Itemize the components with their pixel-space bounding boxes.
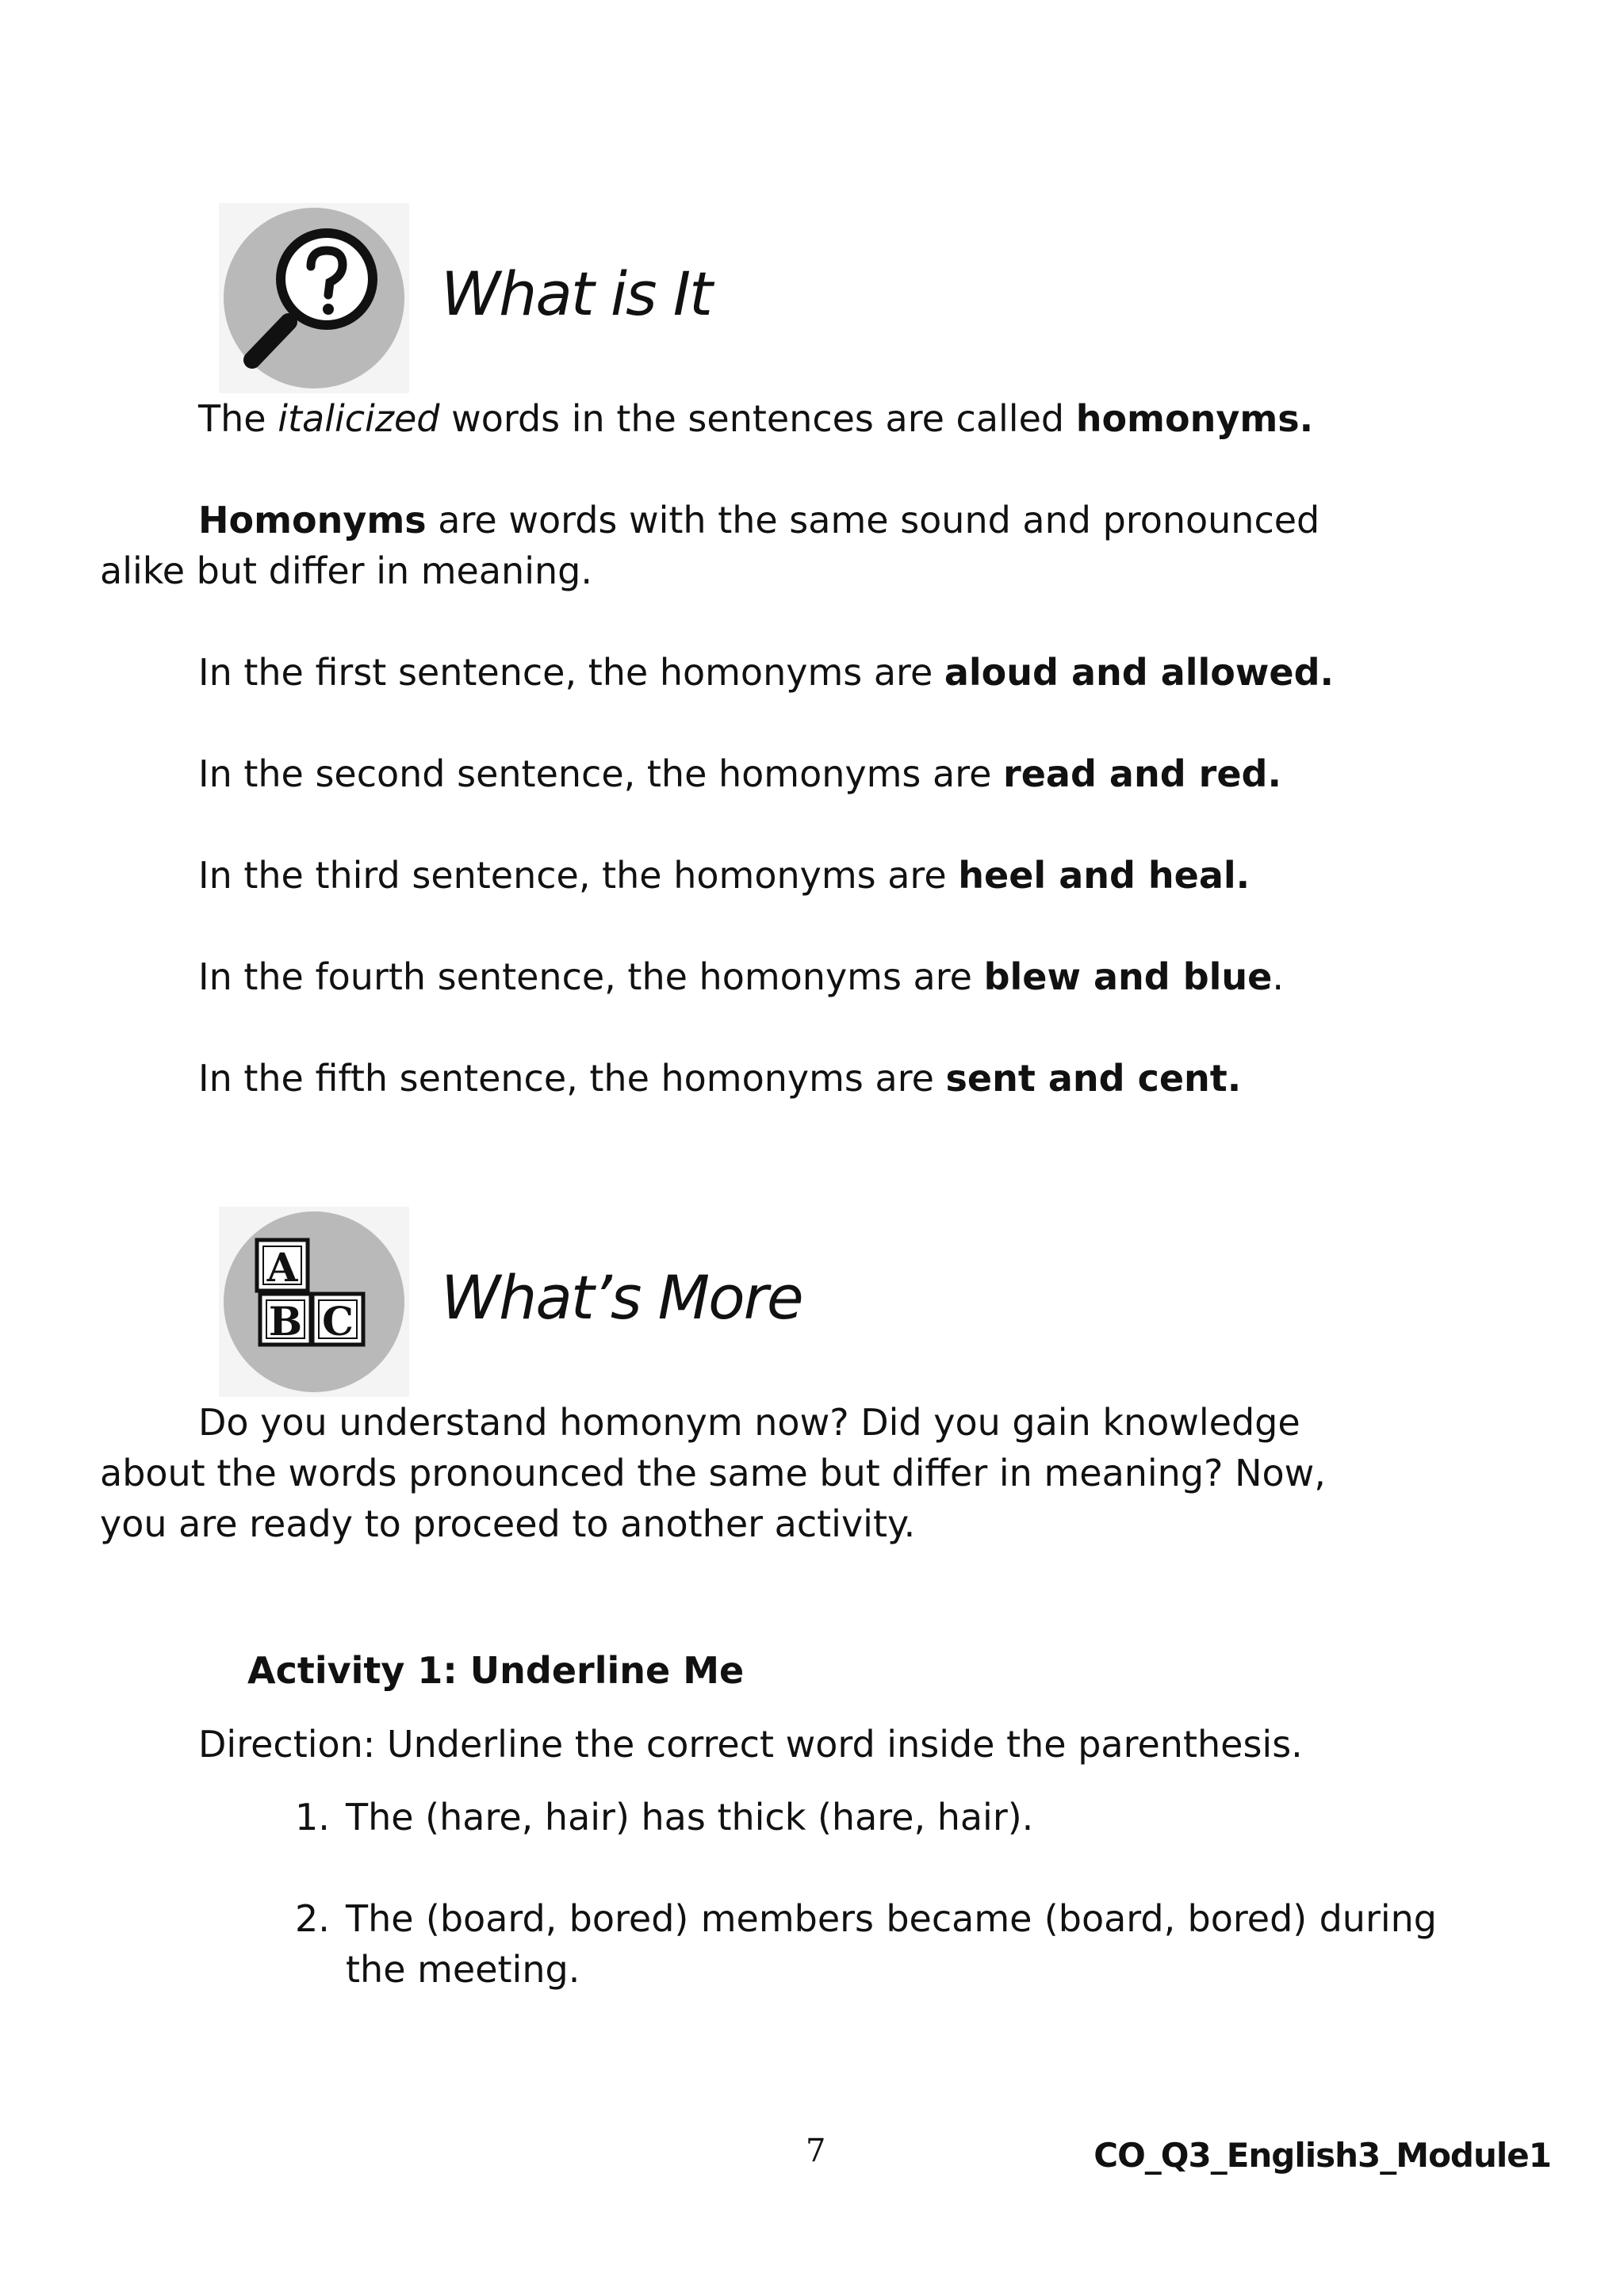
list-number: 2. (295, 1897, 330, 1940)
magnifier-question-icon (219, 203, 409, 393)
list-item-1 (295, 1792, 1437, 1843)
sentence-3: In the third sentence, the homonyms are heel and heal. (198, 854, 1251, 897)
list-number: 1. (295, 1796, 330, 1839)
section-title-what-is-it: What is It (441, 258, 711, 329)
block-letter-a: A (266, 1244, 298, 1291)
block-letter-c: C (322, 1298, 354, 1345)
module-code: CO_Q3_English3_Module1 (1094, 2136, 1551, 2175)
abc-blocks-icon (219, 1207, 409, 1397)
page-number: 7 (806, 2133, 826, 2169)
sentence-2: In the second sentence, the homonyms are read and red. (198, 752, 1281, 795)
paragraph-italicized-words: The italicized words in the sentences are called homonyms. (198, 397, 1314, 440)
section-title-whats-more: What’s More (441, 1262, 802, 1333)
list-item-text: The (hare, hair) has thick (hare, hair). (346, 1796, 1034, 1839)
whats-more-intro: Do you understand homonym now? Did you gain knowledge about the words pronounced the same but differ in meaning? Now, you are ready to proceed to another activity. (100, 1401, 1326, 1545)
activity-title: Activity 1: Underline Me (247, 1649, 745, 1692)
list-item-text: The (board, bored) members became (board, bored) during the meeting. (346, 1897, 1437, 1991)
sentence-5: In the fifth sentence, the homonyms are sent and cent. (198, 1057, 1242, 1100)
sentence-4: In the fourth sentence, the homonyms are blew and blue. (198, 955, 1284, 998)
paragraph-homonyms-definition: Homonyms are words with the same sound and pronounced alike but differ in meaning. (100, 499, 1320, 592)
sentence-1: In the first sentence, the homonyms are aloud and allowed. (198, 651, 1334, 694)
activity-direction: Direction: Underline the correct word inside the parenthesis. (198, 1723, 1303, 1766)
list-item-2 (295, 1893, 1437, 1995)
block-letter-b: B (268, 1298, 303, 1345)
